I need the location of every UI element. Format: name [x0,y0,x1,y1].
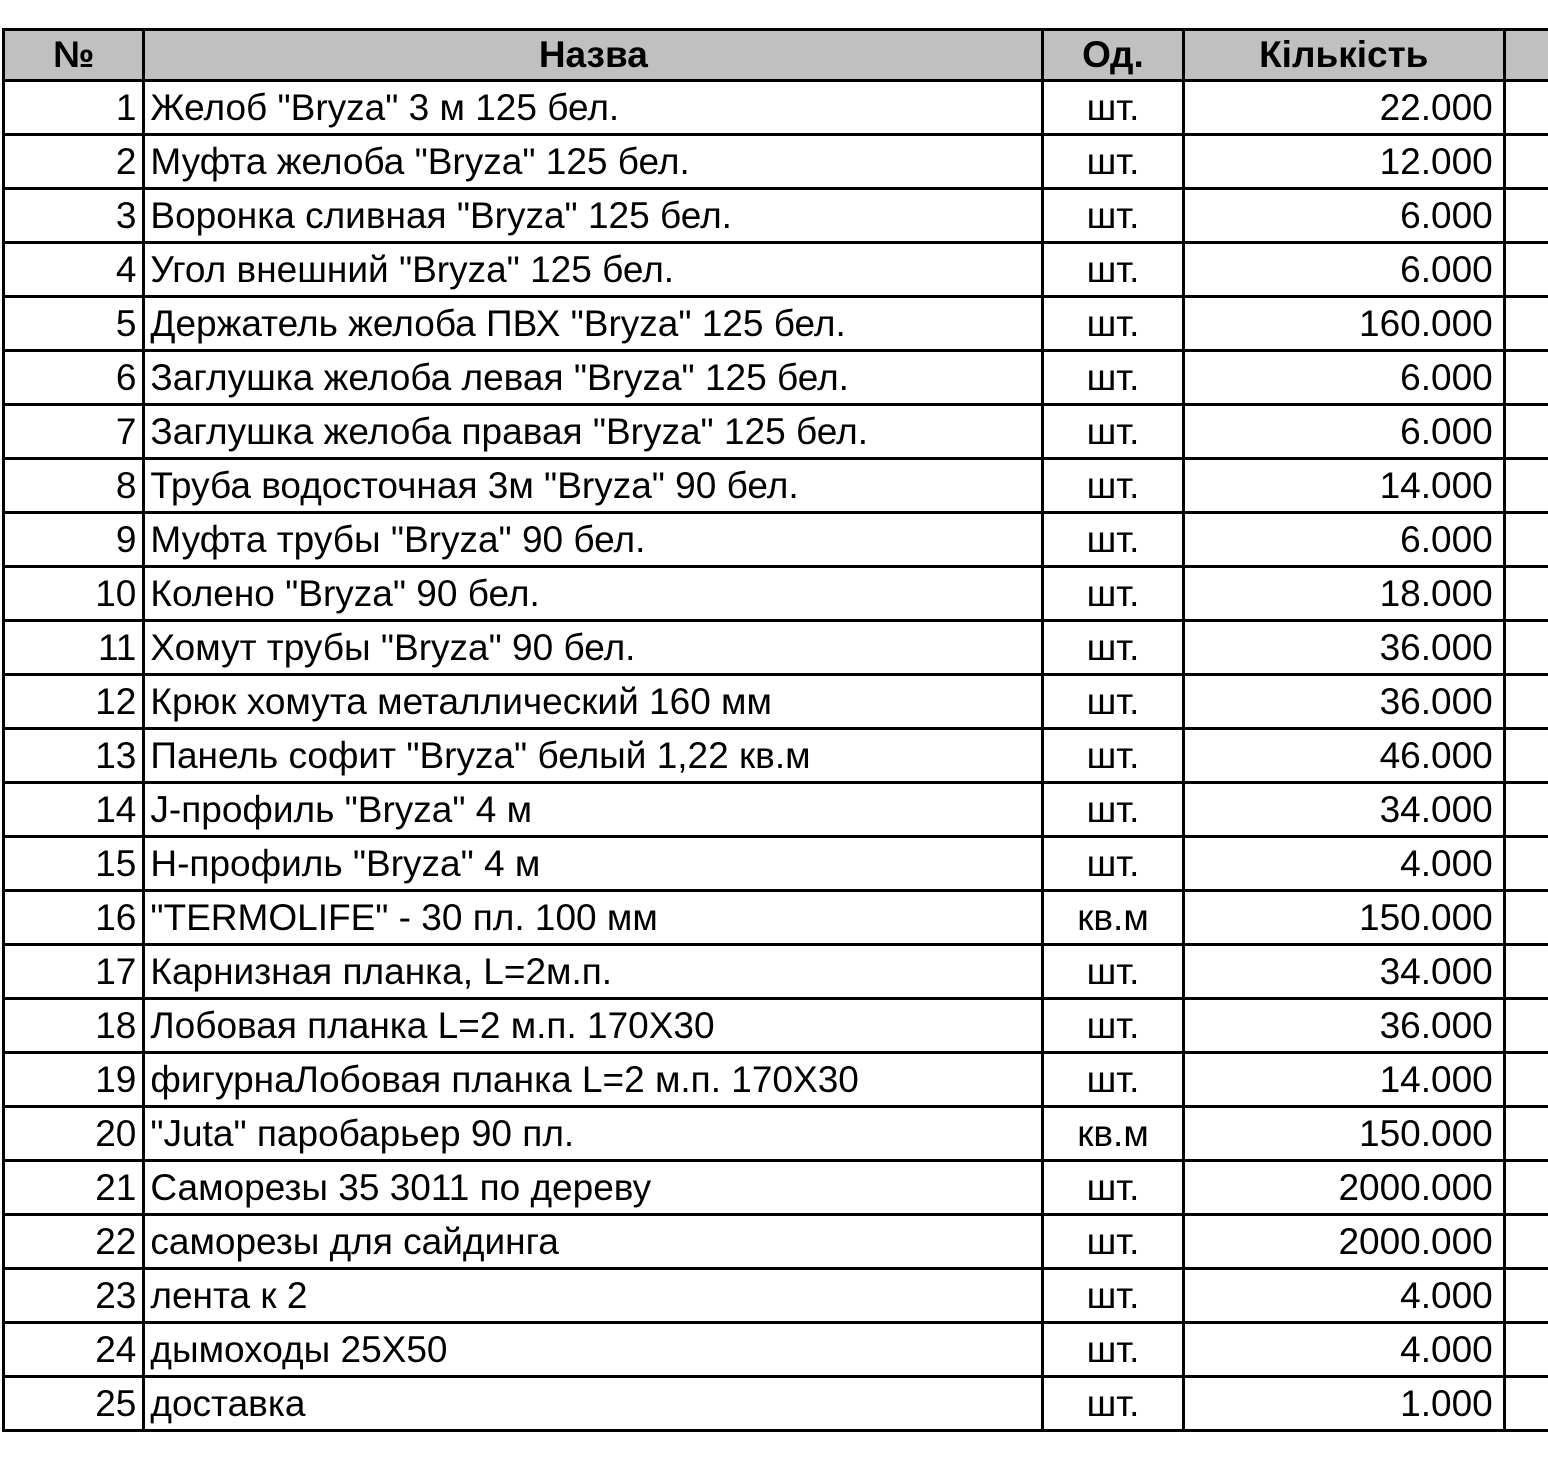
item-name: Угол внешний "Bryza" 125 бел. [144,243,1043,297]
header-name: Назва [144,30,1043,81]
item-unit: шт. [1043,351,1184,405]
extra-cell [1504,189,1548,243]
item-unit: шт. [1043,999,1184,1053]
item-name: Саморезы 35 3011 по дереву [144,1161,1043,1215]
item-unit: шт. [1043,1161,1184,1215]
item-name: Колено "Bryza" 90 бел. [144,567,1043,621]
row-number: 13 [4,729,144,783]
item-quantity: 6.000 [1183,351,1504,405]
table-row [4,1269,1548,1323]
extra-cell [1504,729,1548,783]
extra-cell [1504,945,1548,999]
extra-cell [1504,351,1548,405]
table-row [4,1107,1548,1161]
row-number: 16 [4,891,144,945]
item-name: Муфта желоба "Bryza" 125 бел. [144,135,1043,189]
row-number: 3 [4,189,144,243]
item-quantity: 18.000 [1183,567,1504,621]
table-row [4,945,1548,999]
extra-cell [1504,999,1548,1053]
row-number: 15 [4,837,144,891]
extra-cell [1504,621,1548,675]
item-unit: шт. [1043,1377,1184,1431]
table-row [4,351,1548,405]
row-number: 1 [4,81,144,135]
item-name: Заглушка желоба левая "Bryza" 125 бел. [144,351,1043,405]
item-quantity: 14.000 [1183,1053,1504,1107]
item-name: J-профиль "Bryza" 4 м [144,783,1043,837]
item-name: Желоб "Bryza" 3 м 125 бел. [144,81,1043,135]
row-number: 20 [4,1107,144,1161]
item-unit: шт. [1043,1323,1184,1377]
extra-cell [1504,1269,1548,1323]
item-unit: шт. [1043,1053,1184,1107]
item-quantity: 36.000 [1183,621,1504,675]
item-unit: шт. [1043,459,1184,513]
extra-cell [1504,81,1548,135]
table-row [4,621,1548,675]
item-quantity: 22.000 [1183,81,1504,135]
extra-cell [1504,837,1548,891]
item-name: доставка [144,1377,1043,1431]
item-unit: кв.м [1043,1107,1184,1161]
extra-cell [1504,891,1548,945]
item-quantity: 46.000 [1183,729,1504,783]
row-number: 18 [4,999,144,1053]
item-name: "Juta" паробарьер 90 пл. [144,1107,1043,1161]
item-unit: шт. [1043,783,1184,837]
extra-cell [1504,243,1548,297]
extra-cell [1504,1107,1548,1161]
item-quantity: 2000.000 [1183,1161,1504,1215]
table-row [4,891,1548,945]
row-number: 8 [4,459,144,513]
table-row [4,1215,1548,1269]
item-quantity: 6.000 [1183,189,1504,243]
item-quantity: 1.000 [1183,1377,1504,1431]
items-table [2,28,1548,1432]
item-quantity: 34.000 [1183,783,1504,837]
item-name: фигурнаЛобовая планка L=2 м.п. 170Х30 [144,1053,1043,1107]
extra-cell [1504,1377,1548,1431]
extra-cell [1504,675,1548,729]
item-unit: шт. [1043,189,1184,243]
item-unit: шт. [1043,621,1184,675]
item-unit: шт. [1043,567,1184,621]
item-quantity: 6.000 [1183,405,1504,459]
table-row [4,297,1548,351]
extra-cell [1504,567,1548,621]
row-number: 12 [4,675,144,729]
table-row [4,189,1548,243]
item-quantity: 36.000 [1183,675,1504,729]
item-quantity: 2000.000 [1183,1215,1504,1269]
row-number: 5 [4,297,144,351]
row-number: 23 [4,1269,144,1323]
table-row [4,783,1548,837]
row-number: 2 [4,135,144,189]
item-unit: шт. [1043,729,1184,783]
item-name: дымоходы 25Х50 [144,1323,1043,1377]
item-quantity: 6.000 [1183,513,1504,567]
row-number: 7 [4,405,144,459]
table-row [4,675,1548,729]
item-unit: шт. [1043,243,1184,297]
header-unit: Од. [1043,30,1184,81]
extra-cell [1504,1215,1548,1269]
row-number: 10 [4,567,144,621]
item-quantity: 4.000 [1183,1323,1504,1377]
table-row [4,135,1548,189]
row-number: 21 [4,1161,144,1215]
item-name: Заглушка желоба правая "Bryza" 125 бел. [144,405,1043,459]
row-number: 19 [4,1053,144,1107]
item-unit: шт. [1043,405,1184,459]
item-name: Воронка сливная "Bryza" 125 бел. [144,189,1043,243]
table-row [4,459,1548,513]
table-row [4,1323,1548,1377]
item-quantity: 12.000 [1183,135,1504,189]
item-name: H-профиль "Bryza" 4 м [144,837,1043,891]
item-unit: шт. [1043,135,1184,189]
item-unit: кв.м [1043,891,1184,945]
item-name: Держатель желоба ПВХ "Bryza" 125 бел. [144,297,1043,351]
table-row [4,567,1548,621]
item-quantity: 150.000 [1183,891,1504,945]
item-name: Труба водосточная 3м "Bryza" 90 бел. [144,459,1043,513]
table-row [4,999,1548,1053]
extra-cell [1504,405,1548,459]
table-body [4,81,1548,1431]
row-number: 11 [4,621,144,675]
item-unit: шт. [1043,675,1184,729]
table-row [4,729,1548,783]
row-number: 25 [4,1377,144,1431]
table-row [4,243,1548,297]
item-quantity: 160.000 [1183,297,1504,351]
item-name: лента к 2 [144,1269,1043,1323]
item-quantity: 36.000 [1183,999,1504,1053]
row-number: 22 [4,1215,144,1269]
item-unit: шт. [1043,837,1184,891]
row-number: 6 [4,351,144,405]
table-row [4,837,1548,891]
item-name: Хомут трубы "Bryza" 90 бел. [144,621,1043,675]
extra-cell [1504,1053,1548,1107]
item-quantity: 150.000 [1183,1107,1504,1161]
extra-cell [1504,297,1548,351]
item-unit: шт. [1043,1215,1184,1269]
item-unit: шт. [1043,81,1184,135]
item-name: Крюк хомута металлический 160 мм [144,675,1043,729]
extra-cell [1504,1161,1548,1215]
item-quantity: 4.000 [1183,1269,1504,1323]
item-unit: шт. [1043,945,1184,999]
item-quantity: 4.000 [1183,837,1504,891]
table-row [4,81,1548,135]
table-row [4,1377,1548,1431]
table-row [4,1161,1548,1215]
item-unit: шт. [1043,297,1184,351]
extra-cell [1504,783,1548,837]
table-row [4,405,1548,459]
table-header-row [4,30,1548,81]
item-name: "TERMOLIFE" - 30 пл. 100 мм [144,891,1043,945]
extra-cell [1504,135,1548,189]
extra-cell [1504,513,1548,567]
item-unit: шт. [1043,1269,1184,1323]
item-name: Панель софит "Bryza" белый 1,22 кв.м [144,729,1043,783]
row-number: 14 [4,783,144,837]
row-number: 24 [4,1323,144,1377]
item-quantity: 34.000 [1183,945,1504,999]
header-number: № [4,30,144,81]
item-name: Муфта трубы "Bryza" 90 бел. [144,513,1043,567]
item-name: Карнизная планка, L=2м.п. [144,945,1043,999]
item-quantity: 6.000 [1183,243,1504,297]
row-number: 9 [4,513,144,567]
header-extra-column [1504,30,1548,81]
table-row [4,513,1548,567]
row-number: 17 [4,945,144,999]
header-quantity: Кількість [1183,30,1504,81]
row-number: 4 [4,243,144,297]
item-unit: шт. [1043,513,1184,567]
table-row [4,1053,1548,1107]
item-quantity: 14.000 [1183,459,1504,513]
extra-cell [1504,459,1548,513]
item-name: саморезы для сайдинга [144,1215,1043,1269]
extra-cell [1504,1323,1548,1377]
item-name: Лобовая планка L=2 м.п. 170Х30 [144,999,1043,1053]
